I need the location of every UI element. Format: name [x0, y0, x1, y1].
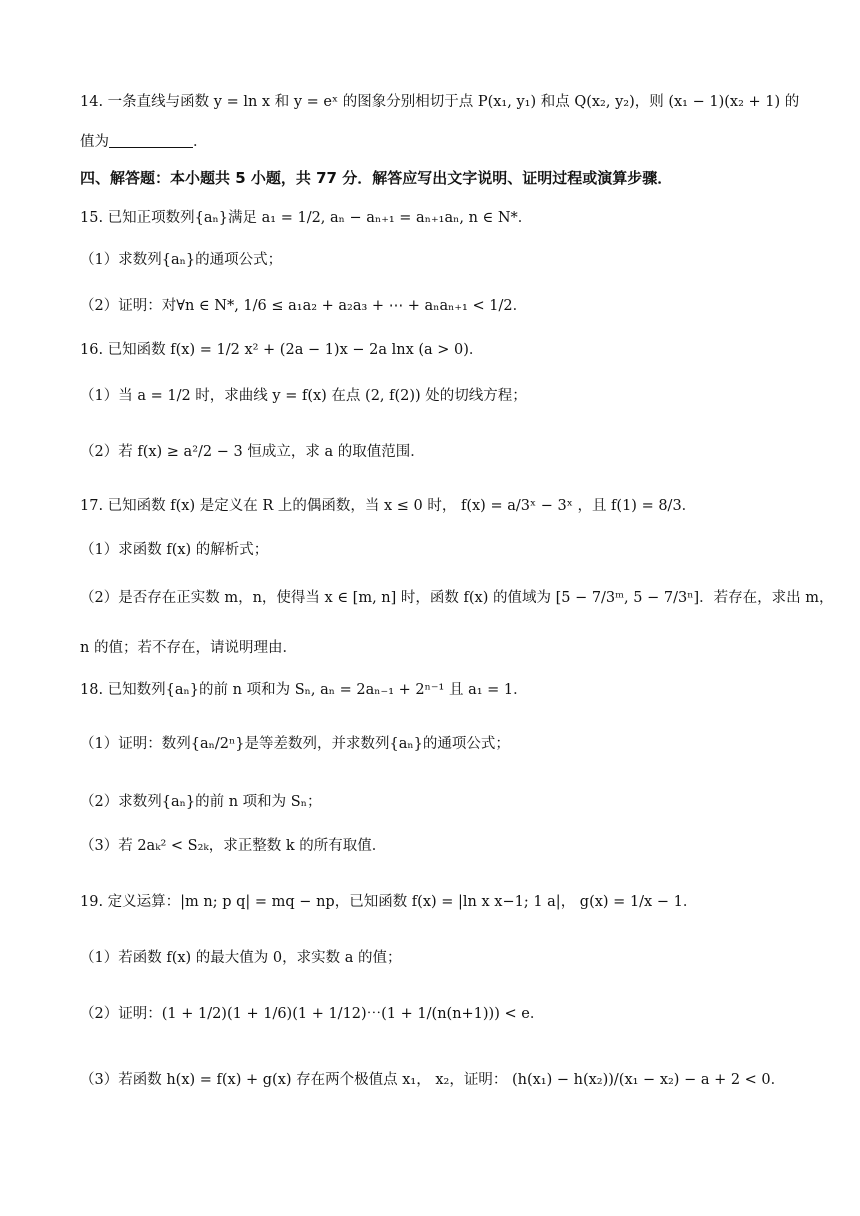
section-heading: 四、解答题：本小题共 5 小题，共 77 分．解答应写出文字说明、证明过程或演算步骤．: [80, 169, 673, 187]
question-14-prefix: 值为: [80, 134, 109, 150]
question-19-stem: 19. 定义运算：|m n; p q| = mq − np，已知函数 f(x) = |ln x x−1; 1 a|， g(x) = 1/x − 1．: [80, 894, 698, 910]
question-19-part-1: （1）若函数 f(x) 的最大值为 0，求实数 a 的值；: [80, 950, 402, 966]
question-17-stem: 17. 已知函数 f(x) 是定义在 R 上的偶函数，当 x ≤ 0 时， f(x) = a/3ˣ − 3ˣ ，且 f(1) = 8/3．: [80, 498, 697, 514]
question-17-part-2-line-2: n 的值；若不存在，请说明理由．: [80, 640, 297, 656]
question-14-line-1: 14. 一条直线与函数 y = ln x 和 y = eˣ 的图象分别相切于点 P(x₁, y₁) 和点 Q(x₂, y₂)，则 (x₁ − 1)(x₂ + 1) 的: [80, 94, 800, 110]
question-15-part-1: （1）求数列{aₙ}的通项公式；: [80, 252, 283, 268]
question-17-part-2-line-1: （2）是否存在正实数 m，n，使得当 x ∈ [m, n] 时，函数 f(x) 的值域为 [5 − 7/3ᵐ, 5 − 7/3ⁿ]．若存在，求出 m，: [80, 590, 834, 606]
question-16-part-1: （1）当 a = 1/2 时，求曲线 y = f(x) 在点 (2, f(2)) 处的切线方程；: [80, 388, 527, 404]
question-18-stem: 18. 已知数列{aₙ}的前 n 项和为 Sₙ, aₙ = 2aₙ₋₁ + 2ⁿ⁻¹ 且 a₁ = 1．: [80, 682, 528, 698]
answer-blank: [109, 133, 193, 148]
question-16-part-2: （2）若 f(x) ≥ a²/2 − 3 恒成立，求 a 的取值范围．: [80, 444, 425, 460]
question-15-part-2: （2）证明：对∀n ∈ N*, 1/6 ≤ a₁a₂ + a₂a₃ + ⋯ + aₙaₙ₊₁ < 1/2．: [80, 298, 528, 314]
question-19-part-3: （3）若函数 h(x) = f(x) + g(x) 存在两个极值点 x₁， x₂，证明： (h(x₁) − h(x₂))/(x₁ − x₂) − a + 2 < 0．: [80, 1072, 786, 1088]
question-17-part-1: （1）求函数 f(x) 的解析式；: [80, 542, 269, 558]
question-14-line-2: [80, 132, 800, 152]
question-19-part-2: （2）证明：(1 + 1/2)(1 + 1/6)(1 + 1/12)⋯(1 + 1/(n(n+1))) < e．: [80, 1006, 545, 1022]
question-15-stem: 15. 已知正项数列{aₙ}满足 a₁ = 1/2, aₙ − aₙ₊₁ = aₙ₊₁aₙ, n ∈ N*．: [80, 210, 533, 226]
question-16-stem: 16. 已知函数 f(x) = 1/2 x² + (2a − 1)x − 2a lnx (a > 0)．: [80, 342, 484, 358]
question-18-part-1: （1）证明：数列{aₙ/2ⁿ}是等差数列，并求数列{aₙ}的通项公式；: [80, 736, 510, 752]
question-18-part-2: （2）求数列{aₙ}的前 n 项和为 Sₙ；: [80, 794, 322, 810]
question-14-tail: ．: [193, 134, 208, 150]
question-18-part-3: （3）若 2aₖ² < S₂ₖ，求正整数 k 的所有取值．: [80, 838, 387, 854]
